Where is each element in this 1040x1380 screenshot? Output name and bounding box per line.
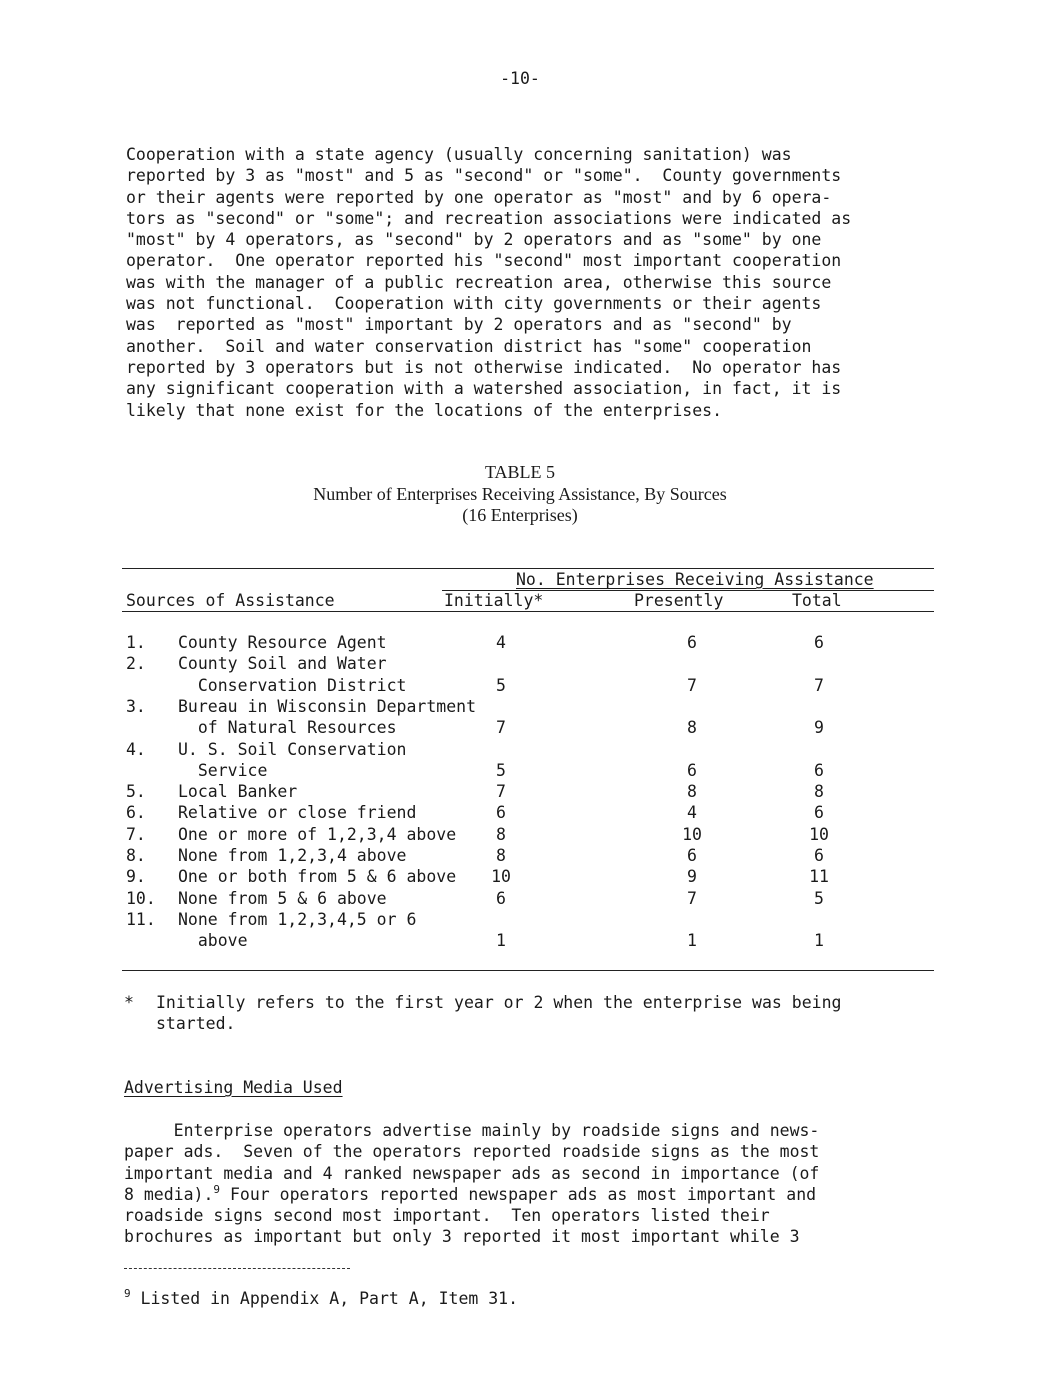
group-header: No. Enterprises Receiving Assistance bbox=[516, 570, 874, 589]
value-presently: 6 bbox=[687, 760, 697, 780]
source-label: None from 5 & 6 above bbox=[178, 888, 387, 908]
source-label: Bureau in Wisconsin Department bbox=[178, 696, 477, 716]
footnote-separator bbox=[124, 1268, 350, 1269]
footnote-line-1: Initially refers to the first year or 2 when the enterprise was being bbox=[156, 993, 842, 1012]
source-label: County Soil and Water bbox=[178, 654, 387, 674]
row-number: 6. bbox=[126, 803, 146, 823]
footnote-ref: 9 bbox=[213, 1182, 221, 1196]
value-total: 5 bbox=[814, 888, 824, 908]
source-label: above bbox=[178, 931, 248, 951]
table-bottom-rule bbox=[122, 970, 934, 971]
row-number: 10. bbox=[126, 888, 156, 908]
value-initially: 4 bbox=[496, 633, 506, 652]
value-presently: 10 bbox=[682, 824, 702, 844]
table-caption bbox=[0, 462, 1040, 527]
value-initially: 1 bbox=[496, 931, 506, 951]
table-label: TABLE 5 bbox=[484, 462, 556, 482]
text-line: reported by 3 as "most" and 5 as "second" or "some". County governments bbox=[126, 166, 842, 186]
text-line: operator. One operator reported his "second" most important cooperation bbox=[126, 251, 842, 271]
header-bottom-rule bbox=[122, 611, 934, 612]
header-presently: Presently bbox=[634, 591, 724, 610]
text-line: Cooperation with a state agency (usually concerning sanitation) was bbox=[126, 145, 792, 164]
value-total: 9 bbox=[814, 718, 824, 738]
row-number: 11. bbox=[126, 909, 156, 929]
row-number: 7. bbox=[126, 824, 146, 844]
text-line: was not functional. Cooperation with city governments or their agents bbox=[126, 294, 822, 314]
text-line: paper ads. Seven of the operators reported roadside signs as the most bbox=[124, 1142, 820, 1162]
value-presently: 6 bbox=[687, 633, 697, 652]
value-initially: 10 bbox=[491, 867, 511, 887]
value-initially: 8 bbox=[496, 846, 506, 865]
value-presently: 8 bbox=[687, 782, 697, 802]
value-presently: 6 bbox=[687, 846, 697, 865]
value-initially: 6 bbox=[496, 888, 506, 908]
advertising-paragraph bbox=[124, 1120, 904, 1248]
text-line: brochures as important but only 3 reported it most important while 3 bbox=[124, 1227, 800, 1247]
source-label: Relative or close friend bbox=[178, 803, 417, 823]
value-total: 1 bbox=[814, 931, 824, 951]
value-total: 7 bbox=[814, 675, 824, 695]
text-line: 8 media). bbox=[124, 1184, 214, 1204]
footnote-9-text: Listed in Appendix A, Part A, Item 31. bbox=[130, 1289, 519, 1308]
text-line: or their agents were reported by one operator as "most" and by 6 opera- bbox=[126, 187, 832, 207]
text-line: roadside signs second most important. Ten operators listed their bbox=[124, 1206, 770, 1226]
text-line: was with the manager of a public recreation area, otherwise this source bbox=[126, 272, 832, 292]
text-line: reported by 3 operators but is not otherwise indicated. No operator has bbox=[126, 357, 842, 377]
header-total: Total bbox=[792, 591, 842, 610]
header-initially: Initially* bbox=[444, 591, 544, 610]
value-presently: 8 bbox=[687, 718, 697, 738]
source-label: Conservation District bbox=[178, 675, 407, 695]
row-number: 2. bbox=[126, 654, 146, 674]
text-line: likely that none exist for the locations of the enterprises. bbox=[126, 400, 723, 420]
footnote-9 bbox=[124, 1288, 518, 1309]
value-presently: 9 bbox=[687, 867, 697, 887]
row-number: 4. bbox=[126, 739, 146, 759]
table-title: Number of Enterprises Receiving Assistance, By Sources bbox=[313, 483, 727, 504]
value-initially: 7 bbox=[496, 718, 506, 738]
value-initially: 5 bbox=[496, 675, 506, 695]
row-number: 3. bbox=[126, 696, 146, 716]
source-label: One or more of 1,2,3,4 above bbox=[178, 824, 457, 844]
text-line: tors as "second" or "some"; and recreation associations were indicated as bbox=[126, 208, 852, 228]
source-label: One or both from 5 & 6 above bbox=[178, 867, 457, 887]
header-source: Sources of Assistance bbox=[126, 591, 335, 610]
value-presently: 4 bbox=[687, 803, 697, 823]
text-line: another. Soil and water conservation district has "some" cooperation bbox=[126, 336, 812, 356]
source-label: None from 1,2,3,4 above bbox=[178, 846, 407, 865]
row-number: 9. bbox=[126, 867, 146, 887]
value-total: 11 bbox=[809, 867, 829, 887]
value-presently: 1 bbox=[687, 931, 697, 951]
source-label: of Natural Resources bbox=[178, 718, 397, 738]
value-presently: 7 bbox=[687, 888, 697, 908]
source-label: Local Banker bbox=[178, 782, 298, 802]
footnote-9-mark: 9 bbox=[124, 1287, 131, 1300]
text-line: any significant cooperation with a watershed association, in fact, it is bbox=[126, 379, 842, 399]
value-initially: 8 bbox=[496, 824, 506, 844]
value-total: 6 bbox=[814, 633, 824, 652]
row-number: 8. bbox=[126, 846, 146, 865]
value-initially: 6 bbox=[496, 803, 506, 823]
value-initially: 5 bbox=[496, 760, 506, 780]
text-line: important media and 4 ranked newspaper ads as second in importance (of bbox=[124, 1163, 820, 1183]
source-label: Service bbox=[178, 760, 268, 780]
text-line-tail: Four operators reported newspaper ads as most important and bbox=[220, 1184, 817, 1204]
page-number: -10- bbox=[500, 69, 540, 88]
row-number: 1. bbox=[126, 633, 146, 652]
source-label: County Resource Agent bbox=[178, 633, 387, 652]
value-total: 8 bbox=[814, 782, 824, 802]
cooperation-paragraph bbox=[126, 144, 906, 421]
table-subtitle: (16 Enterprises) bbox=[462, 505, 578, 525]
row-number: 5. bbox=[126, 782, 146, 802]
value-total: 6 bbox=[814, 846, 824, 865]
value-initially: 7 bbox=[496, 782, 506, 802]
source-label: U. S. Soil Conservation bbox=[178, 739, 407, 759]
source-label: None from 1,2,3,4,5 or 6 bbox=[178, 909, 417, 929]
footnote-asterisk: * bbox=[124, 993, 134, 1012]
text-line: Enterprise operators advertise mainly by roadside signs and news- bbox=[124, 1121, 820, 1140]
value-presently: 7 bbox=[687, 675, 697, 695]
section-heading: Advertising Media Used bbox=[124, 1078, 343, 1097]
text-line: "most" by 4 operators, as "second" by 2 operators and as "some" by one bbox=[126, 230, 822, 250]
value-total: 10 bbox=[809, 824, 829, 844]
value-total: 6 bbox=[814, 760, 824, 780]
text-line: was reported as "most" important by 2 operators and as "second" by bbox=[126, 315, 792, 335]
value-total: 6 bbox=[814, 803, 824, 823]
footnote-line-2: started. bbox=[156, 1014, 236, 1034]
